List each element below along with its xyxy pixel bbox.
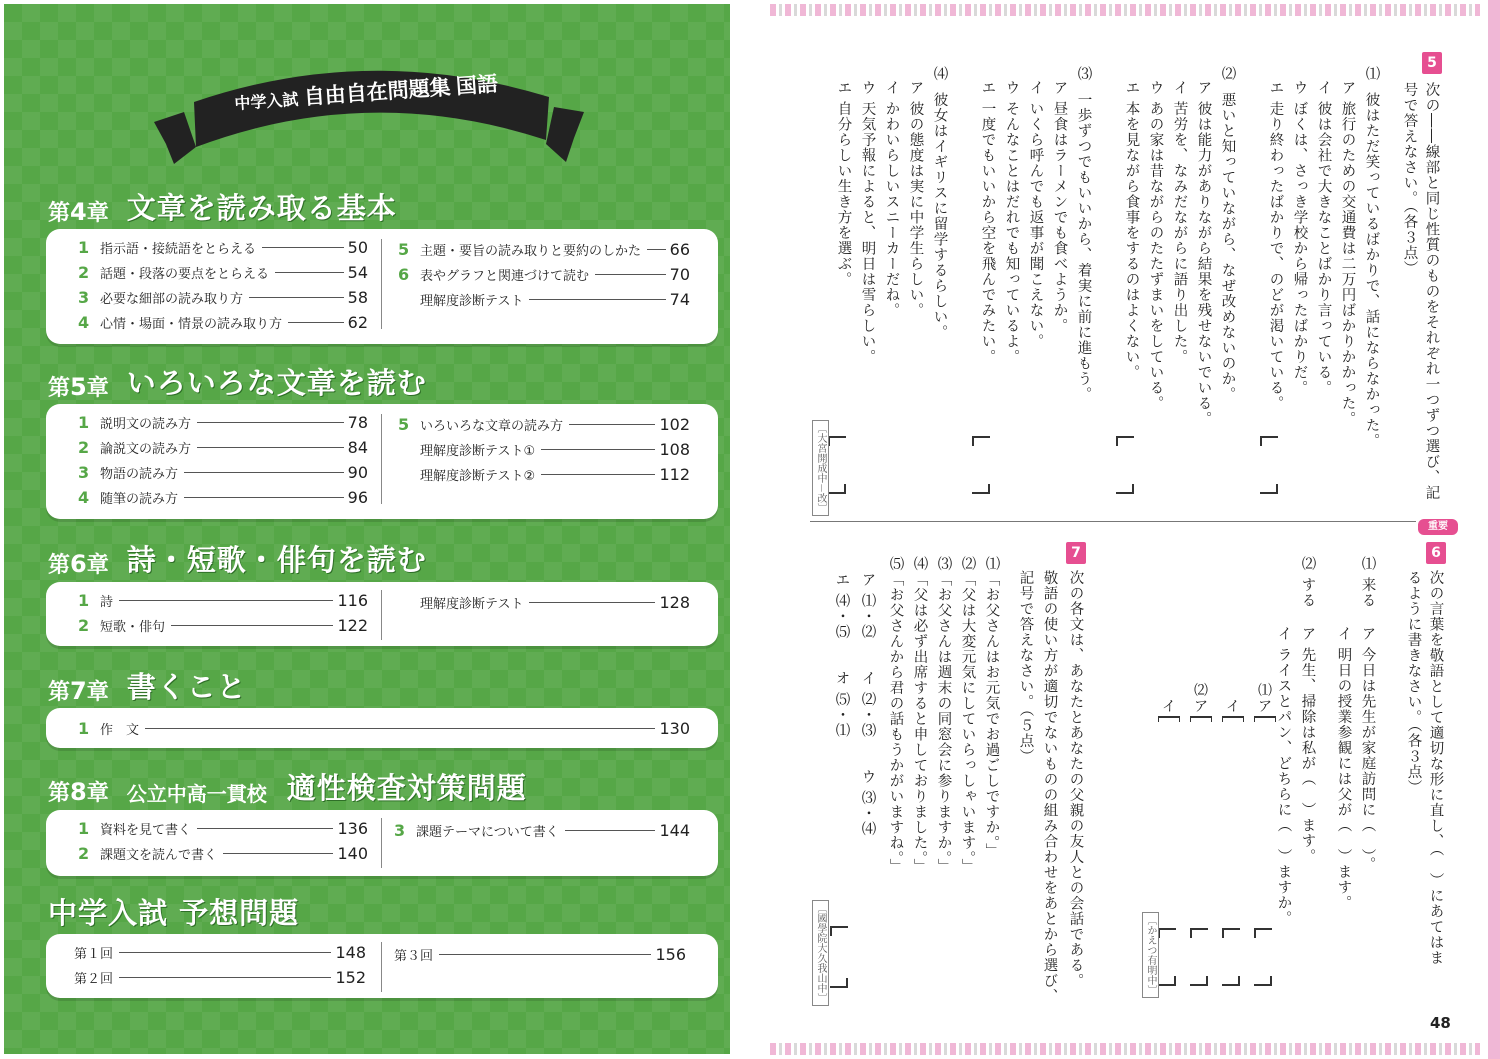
q5-source: 〔大宮開成中－改〕 bbox=[812, 420, 829, 516]
chapter-7-box bbox=[46, 708, 718, 748]
column-divider bbox=[381, 942, 382, 992]
column-divider bbox=[381, 590, 382, 640]
q5-col: イ いくら呼んでも返事が聞こえない。 bbox=[1027, 80, 1044, 350]
q6-instruction-2: るように書きなさい。（各３点） bbox=[1405, 570, 1422, 796]
q5-col: ウ そんなことはだれでも知っているよ。 bbox=[1003, 80, 1020, 365]
answer-box[interactable] bbox=[972, 436, 990, 494]
q5-col: イ かわいらしいスニーカーだね。 bbox=[883, 80, 900, 319]
table-of-contents-page bbox=[4, 4, 730, 1054]
toc-entry[interactable]: 5 主題・要旨の読み取りと要約のしかた 66 bbox=[398, 239, 690, 259]
page-number: 48 bbox=[1430, 1014, 1451, 1032]
question-6-number: 6 bbox=[1426, 542, 1446, 564]
toc-entry[interactable]: 理解度診断テスト② 112 bbox=[420, 464, 690, 484]
toc-entry[interactable]: 1 作 文 130 bbox=[78, 718, 690, 738]
chapter-title: 書くこと bbox=[126, 670, 247, 704]
q5-col: 一歩ずつでもいいから、着実に前に進もう。 bbox=[1075, 92, 1092, 402]
answer-box[interactable] bbox=[1158, 928, 1176, 986]
answer-box[interactable] bbox=[1190, 716, 1212, 722]
toc-entry[interactable]: 2 課題文を読んで書く 140 bbox=[78, 843, 368, 863]
chapter-title: 詩・短歌・俳句を読む bbox=[126, 543, 427, 577]
q5-col: エ 走り終わったばかりで、のどが渇いている。 bbox=[1267, 80, 1284, 412]
q6-col: イ 明日の授業参観には父が（ ）ます。 bbox=[1335, 626, 1352, 911]
q5-instruction-2: 号で答えなさい。（各３点） bbox=[1401, 82, 1418, 277]
chapter-5-heading bbox=[48, 362, 427, 402]
q7-col: ⑷「父は必ず出席すると申しておりました。」 bbox=[911, 556, 928, 875]
q6-answer-label: イ bbox=[1226, 699, 1240, 715]
q6-answer-label: ア bbox=[1258, 699, 1272, 715]
q5-col: ウ ぼくは、さっき学校から帰ったばかりだ。 bbox=[1291, 80, 1308, 396]
toc-entry[interactable]: 3 課題テーマについて書く 144 bbox=[394, 820, 690, 840]
q6-answer-label: ⑵ bbox=[1194, 683, 1208, 699]
toc-entry[interactable]: 2 短歌・俳句 122 bbox=[78, 615, 368, 635]
banner-small-1: 中学入試 bbox=[233, 89, 300, 114]
toc-entry[interactable]: 2 話題・段落の要点をとらえる 54 bbox=[78, 262, 368, 282]
toc-entry[interactable]: 1 詩 116 bbox=[78, 590, 368, 610]
column-divider bbox=[381, 239, 382, 329]
toc-entry[interactable]: 4 随筆の読み方 96 bbox=[78, 487, 368, 507]
toc-entry[interactable]: 第３回 156 bbox=[394, 944, 686, 964]
q5-instruction-1: 次の――線部と同じ性質のものをそれぞれ一つずつ選び、記 bbox=[1423, 82, 1440, 501]
banner-title: 自由自在問題集 bbox=[303, 75, 452, 110]
chapter-4-heading bbox=[48, 187, 397, 227]
chapter-number: 第6章 bbox=[48, 550, 109, 578]
toc-entry[interactable]: 6 表やグラフと関連づけて読む 70 bbox=[398, 264, 690, 284]
chapter-number: 第7章 bbox=[48, 677, 109, 705]
toc-entry[interactable]: 1 資料を見て書く 136 bbox=[78, 818, 368, 838]
answer-box[interactable] bbox=[1222, 716, 1244, 722]
toc-entry[interactable]: 4 心情・場面・情景の読み取り方 62 bbox=[78, 312, 368, 332]
answer-box[interactable] bbox=[1222, 928, 1240, 986]
toc-entry[interactable]: 3 物語の読み方 90 bbox=[78, 462, 368, 482]
q5-col: エ 一度でもいいから空を飛んでみたい。 bbox=[979, 80, 996, 365]
chapter-8-box bbox=[46, 810, 718, 876]
q6-answer-label: イ bbox=[1162, 699, 1176, 715]
q7-col: ⑸「お父さんから君の話もうかがいますね。」 bbox=[887, 556, 904, 875]
q5-col: ア 彼の態度は実に中学生らしい。 bbox=[907, 80, 924, 319]
chapter-subtitle: 公立中高一貫校 bbox=[126, 782, 267, 806]
toc-entry[interactable]: 第２回 152 bbox=[74, 967, 366, 987]
q6-instruction-1: 次の言葉を敬語として適切な形に直し、（ ）にあてはま bbox=[1427, 570, 1444, 966]
q6-col: ⑴ 来る bbox=[1359, 556, 1376, 609]
q5-col: ⑷ bbox=[931, 66, 948, 82]
section-title: 中学入試 予想問題 bbox=[48, 896, 300, 930]
question-5-number: 5 bbox=[1422, 52, 1442, 74]
q7-col: エ ⑷・⑸ オ ⑸・⑴ bbox=[833, 572, 850, 739]
question-7-number: 7 bbox=[1066, 542, 1086, 564]
q6-col: ア 今日は先生が家庭訪問に（ ）。 bbox=[1359, 626, 1376, 873]
toc-entry[interactable]: 5 いろいろな文章の読み方 102 bbox=[398, 414, 690, 434]
chapter-number: 第8章 bbox=[48, 778, 109, 806]
chapter-7-heading bbox=[48, 666, 247, 706]
exercise-page bbox=[770, 0, 1500, 1059]
q7-instruction-2: 敬語の使い方が適切でないものの組み合わせをあとから選び、 bbox=[1041, 570, 1058, 1004]
answer-box[interactable] bbox=[1190, 928, 1208, 986]
q6-source: 〔かえつ有明中〕 bbox=[1142, 912, 1159, 998]
answer-box[interactable] bbox=[1254, 928, 1272, 986]
q6-answer-label: ⑴ bbox=[1258, 683, 1272, 699]
q5-col: ア 旅行のための交通費は二万円ばかりかかった。 bbox=[1339, 80, 1356, 427]
q5-col: ウ 天気予報によると、明日は雪らしい。 bbox=[859, 80, 876, 365]
column-divider bbox=[381, 414, 382, 504]
q6-col: ア 先生、掃除は私が（ ）ます。 bbox=[1299, 626, 1316, 865]
toc-entry[interactable]: 理解度診断テスト 74 bbox=[420, 289, 690, 309]
chapter-number: 第4章 bbox=[48, 198, 109, 226]
banner-small-2: 国語 bbox=[455, 71, 499, 99]
answer-box[interactable] bbox=[1260, 436, 1278, 494]
toc-entry[interactable]: 理解度診断テスト 128 bbox=[420, 592, 690, 612]
yoso-box bbox=[46, 934, 718, 998]
chapter-title: いろいろな文章を読む bbox=[126, 366, 427, 400]
toc-entry[interactable]: 理解度診断テスト① 108 bbox=[420, 439, 690, 459]
title-banner bbox=[154, 52, 584, 182]
chapter-title: 適性検査対策問題 bbox=[286, 771, 527, 805]
chapter-number: 第5章 bbox=[48, 373, 109, 401]
q7-instruction-1: 次の各文は、あなたとあなたの父親の友人との会話である。 bbox=[1067, 570, 1084, 989]
important-badge: 重要 bbox=[1418, 519, 1458, 535]
q5-col: ⑴ bbox=[1363, 66, 1380, 82]
q5-col: ⑵ bbox=[1219, 66, 1236, 82]
answer-box[interactable] bbox=[830, 926, 848, 988]
q5-col: 悪いと知っていながら、なぜ改めないのか。 bbox=[1219, 92, 1236, 402]
q7-col: ⑵「父は大変元気にしていらっしゃいます。」 bbox=[959, 556, 976, 875]
q5-col: ⑶ bbox=[1075, 66, 1092, 82]
answer-box[interactable] bbox=[1116, 436, 1134, 494]
page-edge-bar bbox=[1488, 0, 1500, 1059]
answer-box[interactable] bbox=[1254, 716, 1276, 722]
q7-col: ア ⑴・⑵ イ ⑵・⑶ ウ ⑶・⑷ bbox=[859, 572, 876, 837]
q5-col: イ 彼は会社で大きなことばかり言っている。 bbox=[1315, 80, 1332, 396]
chapter-6-box bbox=[46, 582, 718, 646]
q6-col: ⑵ する bbox=[1299, 556, 1316, 609]
toc-entry[interactable]: 1 指示語・接続語をとらえる 50 bbox=[78, 237, 368, 257]
q5-col: ア 彼は能力がありながら結果を残せないでいる。 bbox=[1195, 80, 1212, 427]
q5-col: イ 苦労を、なみだながらに語り出した。 bbox=[1171, 80, 1188, 365]
q5-col: 彼はただ笑っているばかりで、話にならなかった。 bbox=[1363, 92, 1380, 449]
bottom-stripe bbox=[770, 1043, 1480, 1055]
chapter-8-heading bbox=[48, 767, 527, 807]
q5-col: 彼女はイギリスに留学するらしい。 bbox=[931, 92, 948, 340]
toc-entry[interactable]: 2 論説文の読み方 84 bbox=[78, 437, 368, 457]
q5-col: ウ あの家は昔ながらのたたずまいをしている。 bbox=[1147, 80, 1164, 412]
chapter-title: 文章を読み取る基本 bbox=[126, 191, 397, 225]
yoso-heading bbox=[48, 892, 299, 932]
answer-box[interactable] bbox=[1158, 716, 1180, 722]
section-divider bbox=[810, 521, 1416, 522]
toc-entry[interactable]: 3 必要な細部の読み取り方 58 bbox=[78, 287, 368, 307]
q6-col: イ ライスとパン、どちらに（ ）ますか。 bbox=[1275, 626, 1292, 927]
q7-instruction-3: 記号で答えなさい。（５点） bbox=[1017, 570, 1034, 765]
q7-col: ⑴「お父さんはお元気でお過ごしですか。」 bbox=[983, 556, 1000, 859]
chapter-4-box bbox=[46, 229, 718, 344]
q7-source: 〔國學院大久我山中〕 bbox=[812, 900, 829, 1006]
top-stripe bbox=[770, 4, 1480, 16]
column-divider bbox=[381, 818, 382, 868]
toc-entry[interactable]: 1 説明文の読み方 78 bbox=[78, 412, 368, 432]
q6-answer-label: ア bbox=[1194, 699, 1208, 715]
q7-col: ⑶「お父さんは週末の同窓会に参りますか。」 bbox=[935, 556, 952, 875]
toc-entry[interactable]: 第１回 148 bbox=[74, 942, 366, 962]
chapter-6-heading bbox=[48, 539, 427, 579]
chapter-5-box bbox=[46, 404, 718, 519]
q5-col: ア 昼食はラーメンでも食べようか。 bbox=[1051, 80, 1068, 334]
answer-box[interactable] bbox=[828, 436, 846, 494]
q5-col: エ 本を見ながら食事をするのはよくない。 bbox=[1123, 80, 1140, 381]
q5-col: エ 自分らしい生き方を選ぶ。 bbox=[835, 80, 852, 288]
